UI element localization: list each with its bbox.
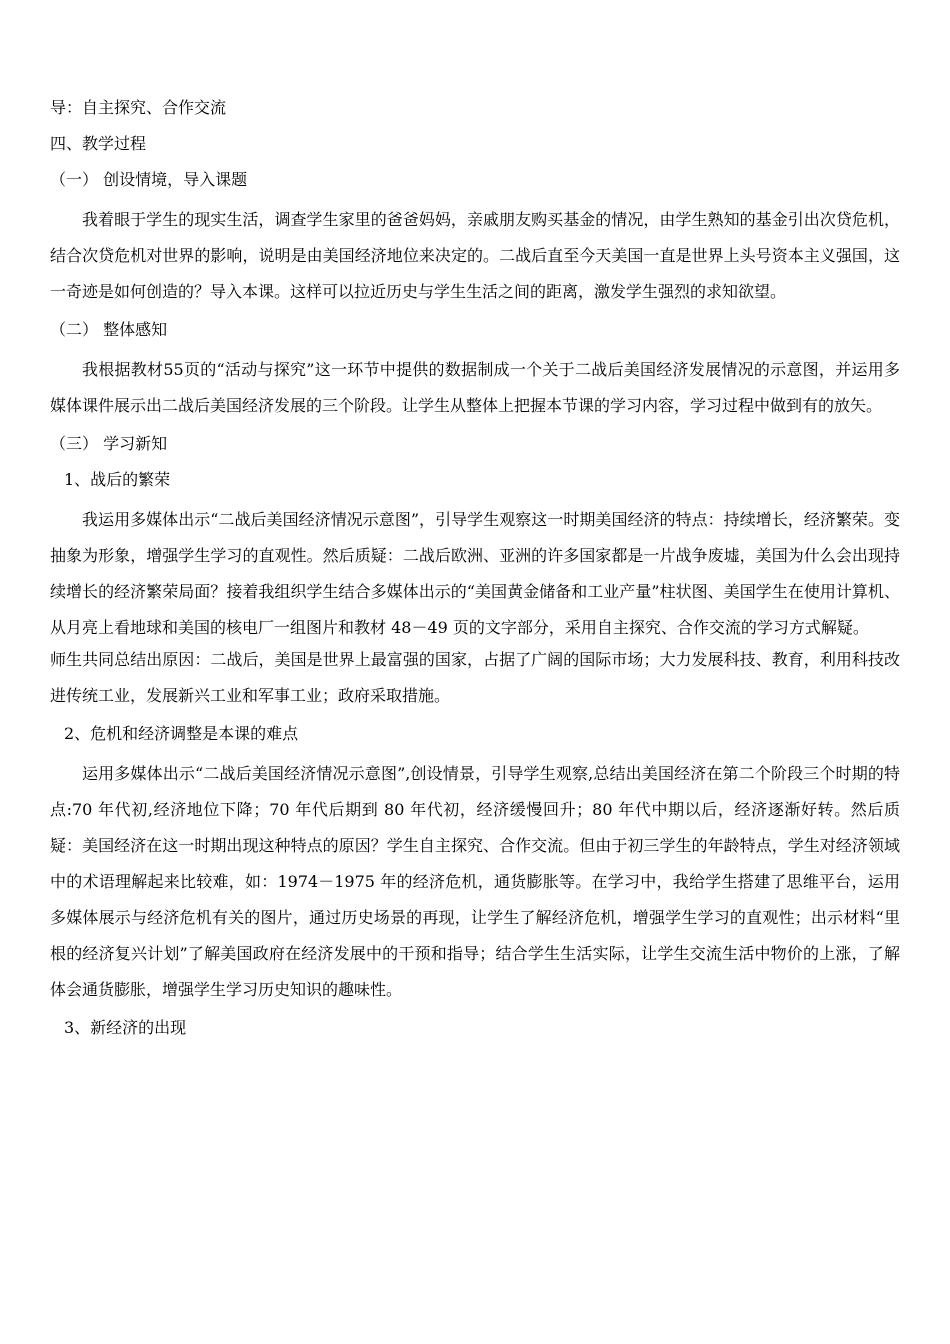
paragraph-overview: 我根据教材55页的“活动与探究”这一环节中提供的数据制成一个关于二战后美国经济发展情况的示意图，并运用多媒体课件展示出二战后美国经济发展的三个阶段。让学生从整体上把握本节课的学习内容，学习过程中做到有的放矢。 xyxy=(50,360,900,415)
topic-heading-3: 3、新经济的出现 xyxy=(64,1018,187,1037)
paragraph-crisis: 运用多媒体出示“二战后美国经济情况示意图”,创设情景，引导学生观察,总结出美国经济在第二个阶段三个时期的特点:70 年代初,经济地位下降；70 年代后期到 80 年代初，经济缓慢回升；80 年代中期以后，经济逐渐好转。然后质疑：美国经济在这一时期出现这种特点的原因？学生自主探究、合作交流。但由于初三学生的年龄特点，学生对经济领域中的术语理解起来比较难，如：1974－1975 年的经济危机，通货膨胀等。在学习中，我给学生搭建了思维平台，运用多媒体展示与经济危机有关的图片，通过历史场景的再现，让学生了解经济危机，增强学生学习的直观性；出示材料“里根的经济复兴计划”了解美国政府在经济发展中的干预和指导；结合学生生活实际，让学生交流生活中物价的上涨，了解体会通货膨胀，增强学生学习历史知识的趣味性。 xyxy=(50,764,900,999)
subsection-heading-3: （三） 学习新知 xyxy=(50,434,168,453)
subsection-heading-1: （一） 创设情境，导入课题 xyxy=(50,170,248,189)
paragraph-prosperity: 我运用多媒体出示“二战后美国经济情况示意图”，引导学生观察这一时期美国经济的特点：持续增长，经济繁荣。变抽象为形象，增强学生学习的直观性。然后质疑：二战后欧洲、亚洲的许多国家都是一片战争废墟，美国为什么会出现持续增长的经济繁荣局面？接着我组织学生结合多媒体出示的“美国黄金储备和工业产量”柱状图、美国学生在使用计算机、从月亮上看地球和美国的核电厂一组图片和教材 48－49 页的文字部分，采用自主探究、合作交流的学习方式解疑。 xyxy=(50,510,900,637)
method-line: 导：自主探究、合作交流 xyxy=(50,98,227,117)
subsection-heading-2: （二） 整体感知 xyxy=(50,320,168,339)
paragraph-reasons: 师生共同总结出原因：二战后，美国是世界上最富强的国家，占据了广阔的国际市场；大力发展科技、教育，利用科技改进传统工业，发展新兴工业和军事工业；政府采取措施。 xyxy=(50,650,900,705)
topic-heading-2: 2、危机和经济调整是本课的难点 xyxy=(64,724,299,743)
paragraph-intro: 我着眼于学生的现实生活，调查学生家里的爸爸妈妈，亲戚朋友购买基金的情况，由学生熟知的基金引出次贷危机，结合次贷危机对世界的影响，说明是由美国经济地位来决定的。二战后直至今天美国一直是世界上头号资本主义强国，这一奇迹是如何创造的？导入本课。这样可以拉近历史与学生生活之间的距离，激发学生强烈的求知欲望。 xyxy=(50,210,900,301)
section-heading-teaching-process: 四、教学过程 xyxy=(50,134,147,153)
topic-heading-1: 1、战后的繁荣 xyxy=(64,470,171,489)
